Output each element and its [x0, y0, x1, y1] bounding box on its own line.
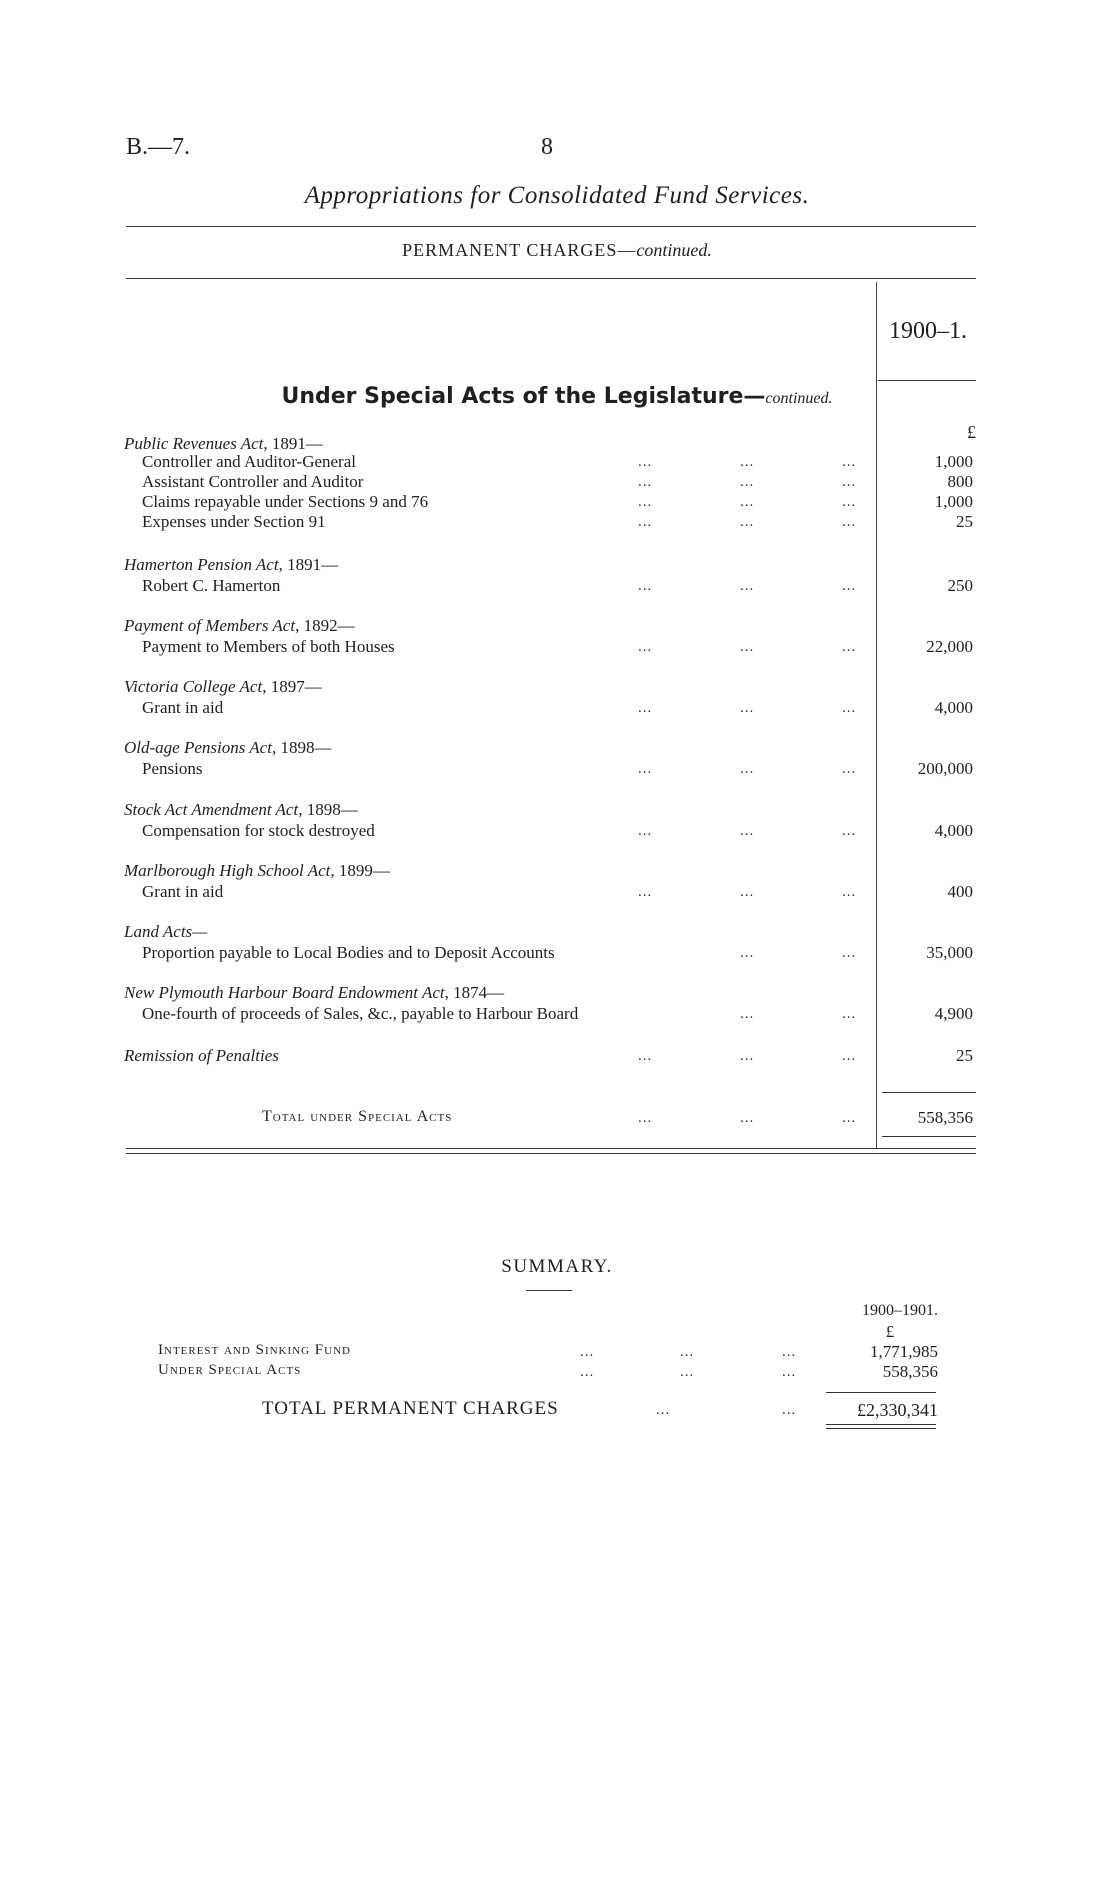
- leader-dots: ...: [740, 494, 755, 510]
- act-year: , 1874—: [444, 983, 505, 1002]
- summary-total-dots: ...: [782, 1402, 797, 1418]
- leader-dots: ...: [740, 514, 755, 530]
- summary-total-underline-2: [826, 1428, 936, 1429]
- summary-total-underline-1: [826, 1424, 936, 1425]
- act-name: Land Acts—: [124, 922, 208, 941]
- leader-dots: ...: [638, 494, 653, 510]
- leader-dots: ...: [740, 700, 755, 716]
- act-heading: [124, 677, 322, 697]
- leader-dots: ...: [842, 1006, 857, 1022]
- line-item-amount: 4,900: [934, 1004, 973, 1023]
- group-heading-suffix: continued.: [765, 390, 833, 407]
- page-title: Appropriations for Consolidated Fund Services.: [304, 182, 810, 209]
- line-item-amount: 1,000: [934, 452, 973, 471]
- group-heading: Under Special Acts of the Legislature—continued.: [281, 384, 833, 409]
- leader-dots: ...: [580, 1344, 595, 1360]
- year-column-header: 1900–1.: [889, 318, 967, 344]
- leader-dots: ...: [638, 454, 653, 470]
- summary-title-rule: [526, 1290, 572, 1291]
- act-name: Hamerton Pension Act: [124, 555, 279, 574]
- line-item-label: Pensions: [142, 759, 203, 778]
- line-item-label: Proportion payable to Local Bodies and to Deposit Accounts: [142, 943, 555, 962]
- section-title-suffix: continued.: [636, 240, 712, 260]
- line-item-amount: 4,000: [934, 821, 973, 840]
- leader-dots: ...: [638, 700, 653, 716]
- total-underline: [882, 1136, 976, 1137]
- section-rule: [126, 278, 976, 279]
- line-item-amount: 250: [947, 576, 973, 595]
- act-name: Payment of Members Act: [124, 616, 296, 635]
- leader-dots: ...: [740, 578, 755, 594]
- leader-dots: ...: [842, 823, 857, 839]
- year-header-rule: [878, 380, 976, 381]
- act-year: , 1891—: [278, 555, 339, 574]
- act-name: Marlborough High School Act: [124, 861, 331, 880]
- leader-dots: ...: [842, 945, 857, 961]
- leader-dots: ...: [740, 1006, 755, 1022]
- summary-row-label: Under Special Acts: [158, 1362, 302, 1378]
- summary-total-amount: £2,330,341: [857, 1400, 938, 1420]
- line-item-amount: 200,000: [917, 759, 973, 778]
- act-year: , 1899—: [330, 861, 390, 880]
- act-heading: [124, 861, 390, 881]
- leader-dots: ...: [740, 945, 755, 961]
- summary-total-label: TOTAL PERMANENT CHARGES: [262, 1398, 559, 1419]
- summary-year: 1900–1901.: [862, 1302, 938, 1319]
- leader-dots: ...: [740, 1110, 755, 1126]
- leader-dots: ...: [638, 514, 653, 530]
- leader-dots: ...: [842, 494, 857, 510]
- line-item-label: Controller and Auditor-General: [142, 452, 356, 471]
- line-item-amount: 4,000: [934, 698, 973, 717]
- summary-row-label: Interest and Sinking Fund: [158, 1342, 351, 1358]
- act-year: , 1897—: [262, 677, 322, 696]
- table-bottom-rule-2: [126, 1153, 976, 1154]
- leader-dots: ...: [740, 761, 755, 777]
- leader-dots: ...: [842, 514, 857, 530]
- leader-dots: ...: [740, 474, 755, 490]
- summary-title: SUMMARY.: [501, 1256, 613, 1277]
- line-item-amount: 800: [947, 472, 973, 491]
- line-item-amount: 1,000: [934, 492, 973, 511]
- act-heading: [124, 983, 504, 1003]
- act-year: , 1892—: [295, 616, 355, 635]
- leader-dots: ...: [782, 1344, 797, 1360]
- leader-dots: ...: [842, 578, 857, 594]
- leader-dots: ...: [638, 1048, 653, 1064]
- leader-dots: ...: [740, 1048, 755, 1064]
- leader-dots: ...: [842, 1048, 857, 1064]
- title-rule: [126, 226, 976, 227]
- leader-dots: ...: [842, 700, 857, 716]
- act-heading: [124, 555, 338, 575]
- act-name: Stock Act Amendment Act: [124, 800, 299, 819]
- line-item-label: One-fourth of proceeds of Sales, &c., payable to Harbour Board: [142, 1004, 579, 1023]
- act-heading: [124, 434, 323, 454]
- leader-dots: ...: [842, 474, 857, 490]
- leader-dots: ...: [782, 1364, 797, 1380]
- act-year: , 1898—: [271, 738, 332, 757]
- document-reference: B.—7.: [126, 134, 191, 160]
- line-item-amount: 35,000: [926, 943, 973, 962]
- act-name: New Plymouth Harbour Board Endowment Act: [124, 983, 445, 1002]
- leader-dots: ...: [638, 474, 653, 490]
- act-heading: [124, 616, 355, 636]
- line-item-label: Grant in aid: [142, 698, 224, 717]
- summary-currency: £: [885, 1322, 895, 1341]
- leader-dots: ...: [740, 823, 755, 839]
- line-item-label: Assistant Controller and Auditor: [142, 472, 364, 491]
- leader-dots: ...: [638, 761, 653, 777]
- total-label: Total under Special Acts: [262, 1108, 453, 1125]
- act-name: Old-age Pensions Act: [124, 738, 272, 757]
- leader-dots: ...: [740, 884, 755, 900]
- leader-dots: ...: [638, 884, 653, 900]
- total-amount: 558,356: [917, 1108, 973, 1127]
- summary-subtotal-rule: [826, 1392, 936, 1393]
- amount-column-divider: [876, 282, 877, 1148]
- leader-dots: ...: [842, 761, 857, 777]
- leader-dots: ...: [842, 884, 857, 900]
- act-heading: [124, 738, 331, 758]
- subtotal-rule: [882, 1092, 976, 1093]
- act-year: , 1898—: [298, 800, 358, 819]
- currency-symbol: £: [967, 422, 976, 442]
- line-item-label: Compensation for stock destroyed: [142, 821, 375, 840]
- leader-dots: ...: [680, 1344, 695, 1360]
- leader-dots: ...: [680, 1364, 695, 1380]
- act-name: Public Revenues Act: [124, 434, 264, 453]
- act-heading: [124, 800, 358, 820]
- summary-total-dots: ...: [656, 1402, 671, 1418]
- line-item-amount: 25: [956, 512, 973, 531]
- leader-dots: ...: [580, 1364, 595, 1380]
- leader-dots: ...: [842, 1110, 857, 1126]
- leader-dots: ...: [842, 454, 857, 470]
- act-year: , 1891—: [263, 434, 323, 453]
- line-item-amount: 400: [947, 882, 973, 901]
- act-heading: [124, 922, 207, 942]
- leader-dots: ...: [638, 823, 653, 839]
- leader-dots: ...: [638, 578, 653, 594]
- leader-dots: ...: [638, 639, 653, 655]
- line-item-label: Expenses under Section 91: [142, 512, 326, 531]
- line-item-amount: 22,000: [926, 637, 973, 656]
- summary-row-amount: 1,771,985: [870, 1342, 938, 1361]
- section-title: PERMANENT CHARGES—continued.: [402, 240, 712, 260]
- act-name: Victoria College Act: [124, 677, 263, 696]
- line-item-label: Payment to Members of both Houses: [142, 637, 395, 656]
- table-bottom-rule-1: [126, 1148, 976, 1149]
- remission-label: Remission of Penalties: [124, 1046, 279, 1065]
- leader-dots: ...: [740, 454, 755, 470]
- leader-dots: ...: [638, 1110, 653, 1126]
- line-item-label: Robert C. Hamerton: [142, 576, 281, 595]
- leader-dots: ...: [740, 639, 755, 655]
- remission-amount: 25: [956, 1046, 973, 1065]
- page-number: 8: [541, 134, 553, 160]
- line-item-label: Claims repayable under Sections 9 and 76: [142, 492, 429, 511]
- leader-dots: ...: [842, 639, 857, 655]
- summary-row-amount: 558,356: [882, 1362, 938, 1381]
- line-item-label: Grant in aid: [142, 882, 224, 901]
